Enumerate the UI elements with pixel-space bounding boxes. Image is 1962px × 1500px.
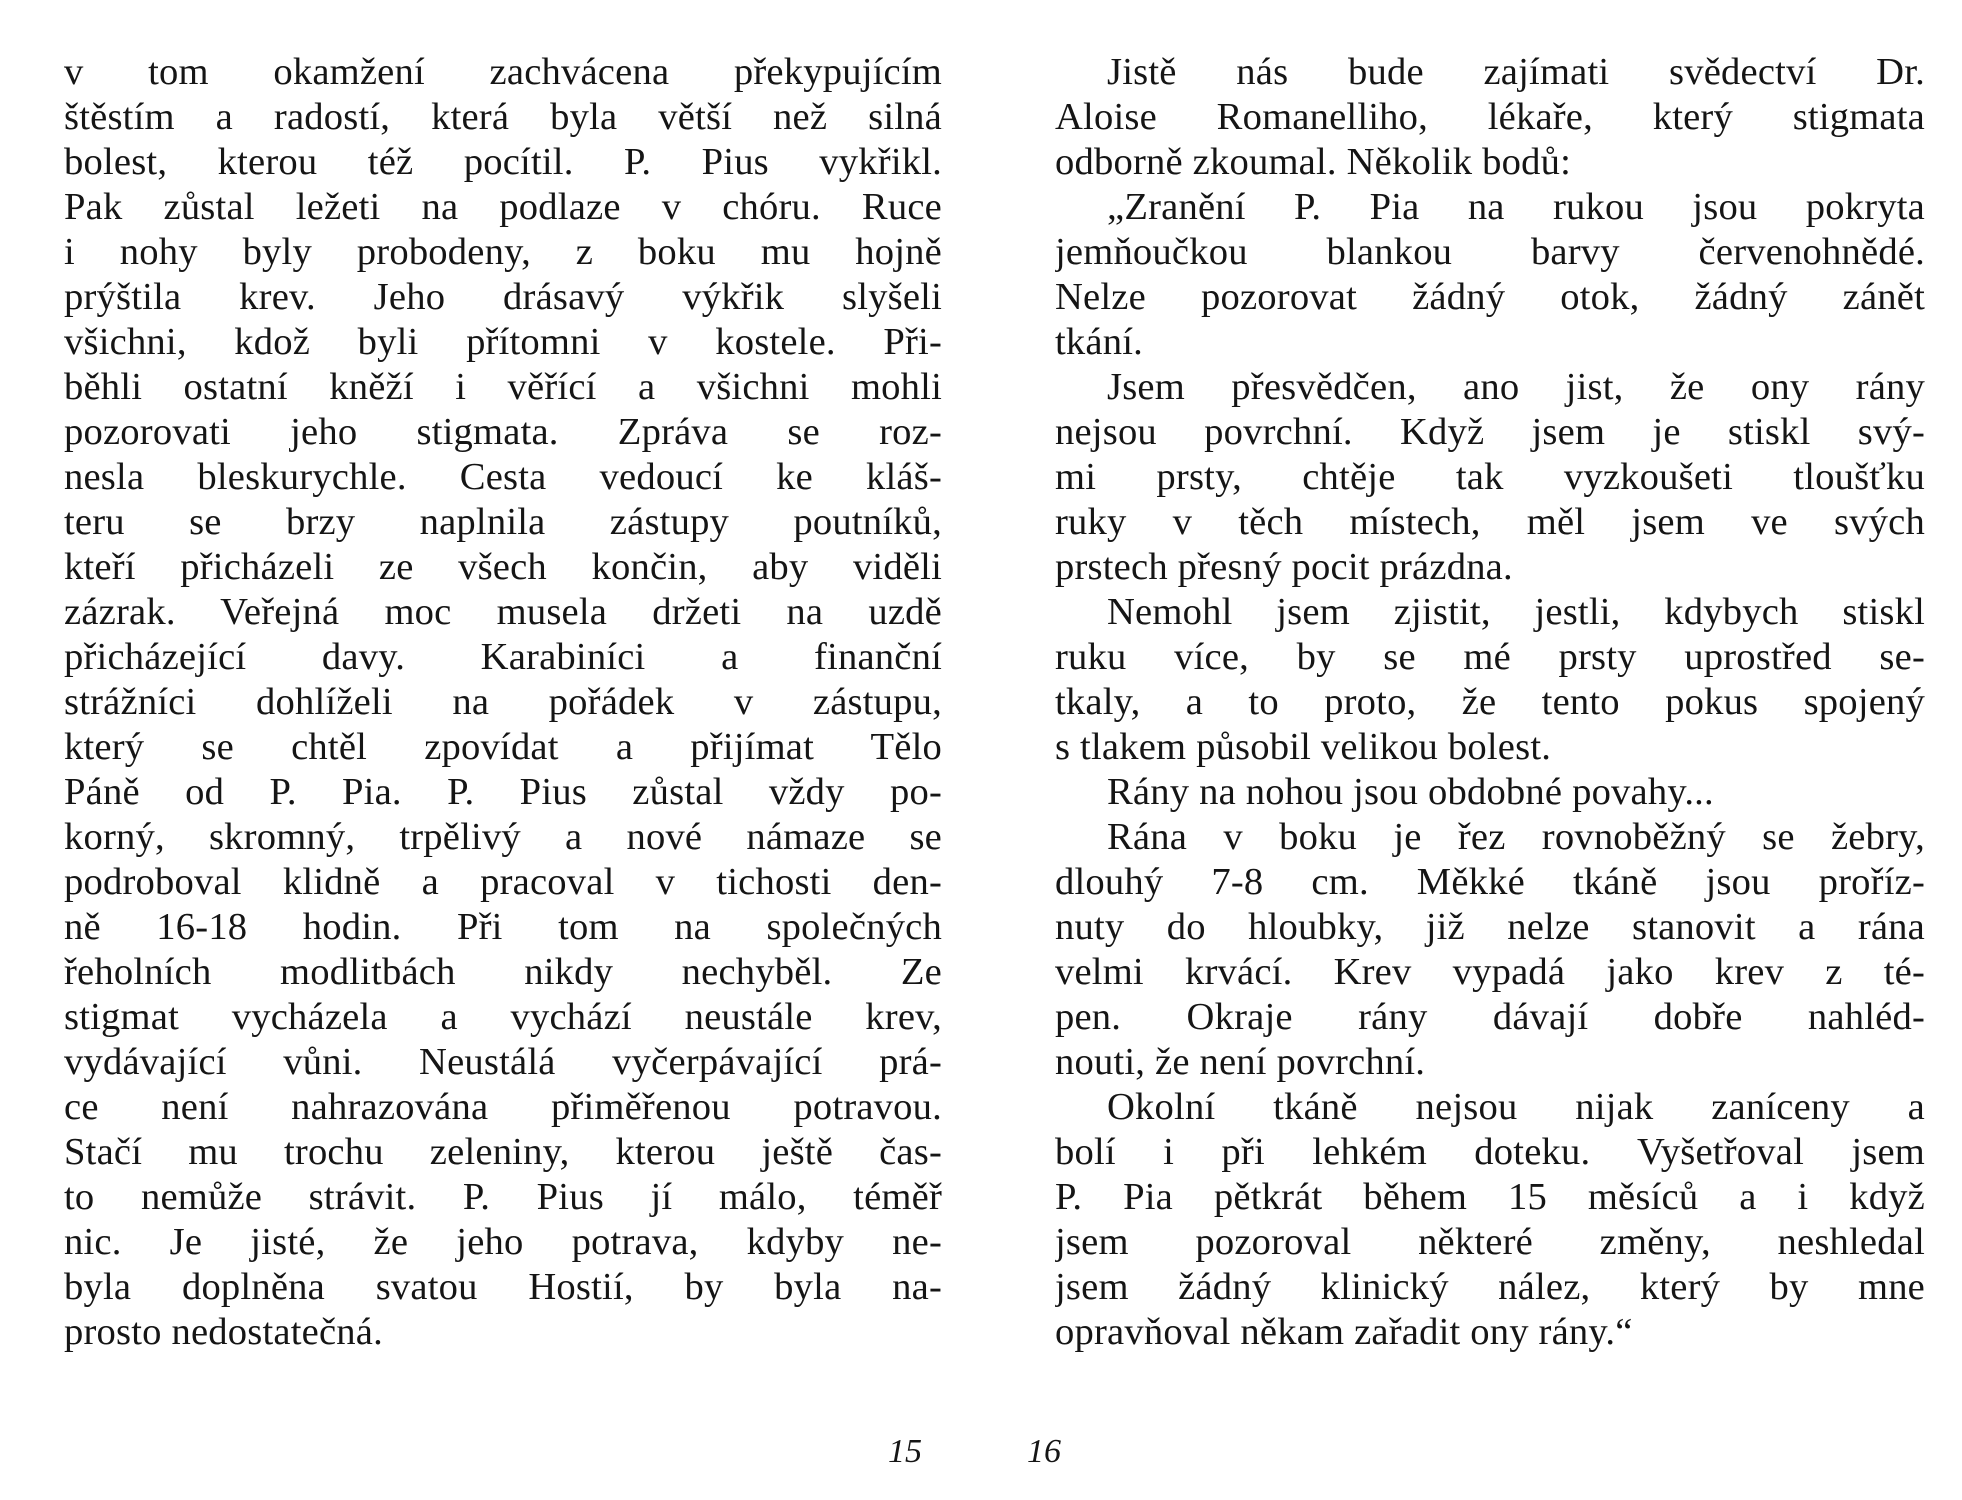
text-line: zázrak. Veřejná moc musela držeti na uzdě: [64, 591, 942, 633]
right-page-text: [1055, 50, 1925, 1355]
text-line: jsem žádný klinický nález, který by mne: [1055, 1266, 1925, 1308]
text-line: mi prsty, chtěje tak vyzkoušeti tloušťku: [1055, 456, 1925, 498]
text-line: Nelze pozorovat žádný otok, žádný zánět: [1055, 276, 1925, 318]
text-line: podroboval klidně a pracoval v tichosti den-: [64, 861, 942, 903]
text-line: Páně od P. Pia. P. Pius zůstal vždy po-: [64, 771, 942, 813]
text-line: Aloise Romanelliho, lékaře, který stigmata: [1055, 96, 1925, 138]
text-line: jemňoučkou blankou barvy červenohnědé.: [1055, 231, 1925, 273]
text-line: Jsem přesvědčen, ano jist, že ony rány: [1107, 366, 1925, 408]
text-line: jsem pozoroval některé změny, neshledal: [1055, 1221, 1925, 1263]
text-line: přicházející davy. Karabiníci a finanční: [64, 636, 942, 678]
text-line: tkaly, a to proto, že tento pokus spojený: [1055, 681, 1925, 723]
left-page-text: [64, 50, 942, 1355]
text-line: ně 16-18 hodin. Při tom na společných: [64, 906, 942, 948]
text-line: Okolní tkáně nejsou nijak zaníceny a: [1107, 1086, 1925, 1128]
text-line: nouti, že není povrchní.: [1055, 1041, 1426, 1083]
text-line: všichni, kdož byli přítomni v kostele. Při-: [64, 321, 942, 363]
text-line: byla doplněna svatou Hostií, by byla na-: [64, 1266, 942, 1308]
text-line: nejsou povrchní. Když jsem je stiskl svý-: [1055, 411, 1925, 453]
text-line: prosto nedostatečná.: [64, 1311, 383, 1353]
text-line: Pak zůstal ležeti na podlaze v chóru. Ruce: [64, 186, 942, 228]
text-line: štěstím a radostí, která byla větší než silná: [64, 96, 942, 138]
text-line: nuty do hloubky, již nelze stanovit a rána: [1055, 906, 1925, 948]
text-line: odborně zkoumal. Několik bodů:: [1055, 141, 1571, 183]
text-line: bolí i při lehkém doteku. Vyšetřoval jsem: [1055, 1131, 1925, 1173]
text-line: bolest, kterou též pocítil. P. Pius vykřikl.: [64, 141, 942, 183]
text-line: opravňoval někam zařadit ony rány.“: [1055, 1311, 1633, 1353]
text-line: ruky v těch místech, měl jsem ve svých: [1055, 501, 1925, 543]
text-line: P. Pia pětkrát během 15 měsíců a i když: [1055, 1176, 1925, 1218]
page-number: 15: [888, 1433, 922, 1470]
text-line: Jistě nás bude zajímati svědectví Dr.: [1107, 51, 1925, 93]
page-number: 16: [1027, 1433, 1061, 1470]
text-line: ruku více, by se mé prsty uprostřed se-: [1055, 636, 1925, 678]
text-line: korný, skromný, trpělivý a nové námaze se: [64, 816, 942, 858]
text-line: nic. Je jisté, že jeho potrava, kdyby ne-: [64, 1221, 942, 1263]
text-line: řeholních modlitbách nikdy nechyběl. Ze: [64, 951, 942, 993]
text-line: dlouhý 7-8 cm. Měkké tkáně jsou proříz-: [1055, 861, 1925, 903]
text-line: v tom okamžení zachvácena překypujícím: [64, 51, 942, 93]
text-line: pozorovati jeho stigmata. Zpráva se roz-: [64, 411, 942, 453]
text-line: běhli ostatní kněží i věřící a všichni mohli: [64, 366, 942, 408]
text-line: to nemůže strávit. P. Pius jí málo, téměř: [64, 1176, 942, 1218]
text-line: který se chtěl zpovídat a přijímat Tělo: [64, 726, 942, 768]
text-line: kteří přicházeli ze všech končin, aby viděli: [64, 546, 942, 588]
text-line: Rány na nohou jsou obdobné povahy...: [1107, 771, 1714, 813]
text-line: ce není nahrazována přiměřenou potravou.: [64, 1086, 942, 1128]
text-line: nesla bleskurychle. Cesta vedoucí ke kláš-: [64, 456, 942, 498]
text-line: tkání.: [1055, 321, 1143, 363]
text-line: strážníci dohlíželi na pořádek v zástupu,: [64, 681, 942, 723]
text-line: teru se brzy naplnila zástupy poutníků,: [64, 501, 942, 543]
text-line: Nemohl jsem zjistit, jestli, kdybych stiskl: [1107, 591, 1925, 633]
text-line: Stačí mu trochu zeleniny, kterou ještě čas-: [64, 1131, 942, 1173]
text-line: prstech přesný pocit prázdna.: [1055, 546, 1513, 588]
text-line: vydávající vůni. Neustálá vyčerpávající prá-: [64, 1041, 942, 1083]
text-line: stigmat vycházela a vychází neustále krev,: [64, 996, 942, 1038]
text-line: prýštila krev. Jeho drásavý výkřik slyšeli: [64, 276, 942, 318]
text-line: s tlakem působil velikou bolest.: [1055, 726, 1552, 768]
text-line: velmi krvácí. Krev vypadá jako krev z té-: [1055, 951, 1925, 993]
right-page: [981, 0, 1962, 1500]
text-line: i nohy byly probodeny, z boku mu hojně: [64, 231, 942, 273]
text-line: „Zranění P. Pia na rukou jsou pokryta: [1107, 186, 1925, 228]
text-line: pen. Okraje rány dávají dobře nahléd-: [1055, 996, 1925, 1038]
text-line: Rána v boku je řez rovnoběžný se žebry,: [1107, 816, 1925, 858]
